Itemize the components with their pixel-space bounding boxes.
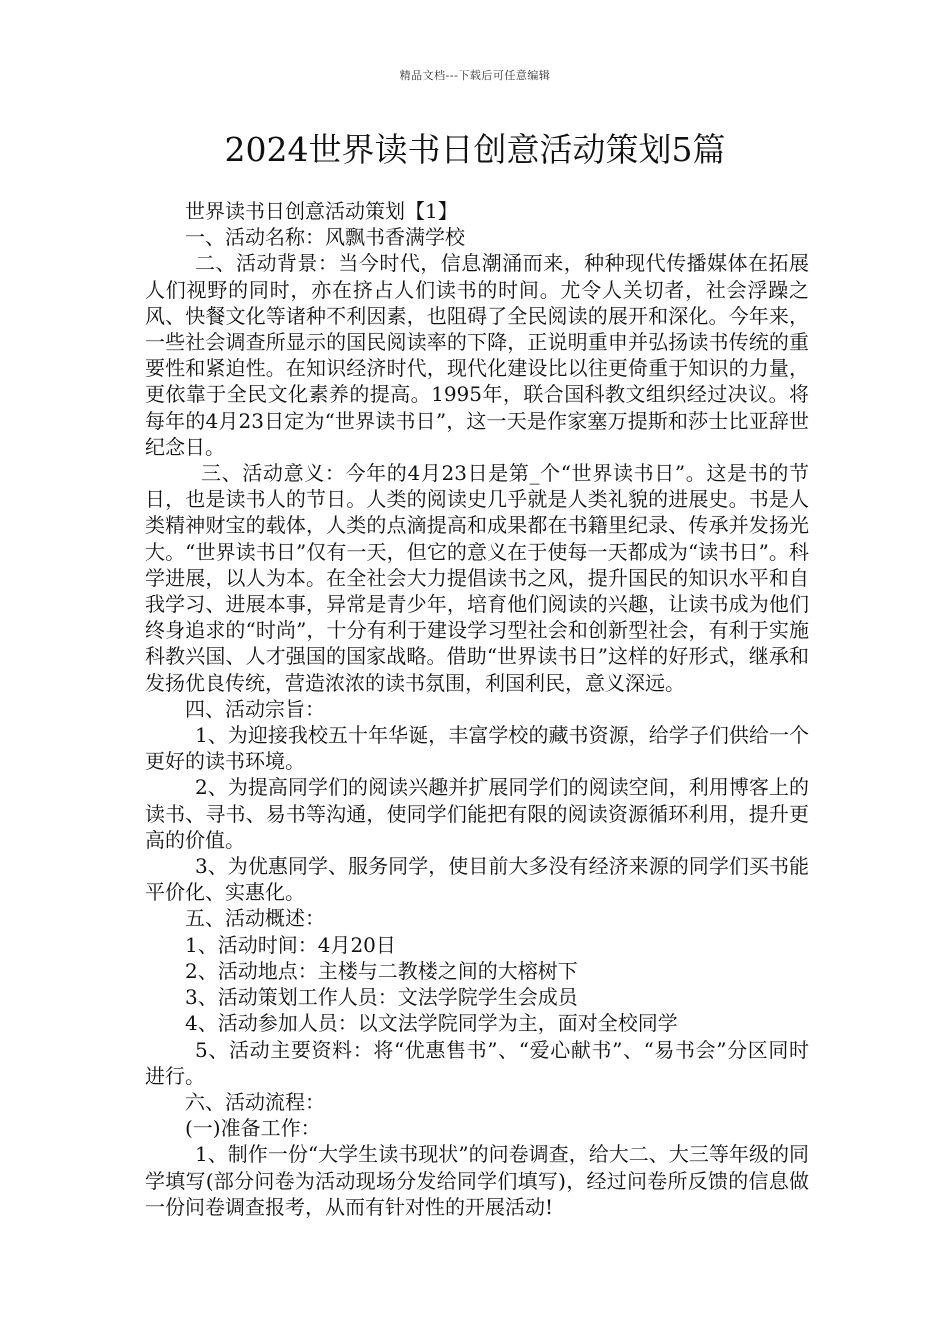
paragraph-overview-heading: 五、活动概述： (185, 906, 325, 931)
paragraph-overview-content: 5、活动主要资料：将“优惠售书”、“爱心献书”、“易书会”分区同时进行。 (145, 1037, 809, 1088)
document-title: 2024世界读书日创意活动策划5篇 (224, 130, 726, 169)
paragraph-purpose-1: 1、为迎接我校五十年华诞，丰富学校的藏书资源，给学子们供给一个更好的读书环境。 (145, 723, 809, 774)
header-note: 精品文档---下载后可任意编辑 (399, 69, 551, 82)
paragraph-overview-staff: 3、活动策划工作人员：文法学院学生会成员 (185, 985, 578, 1010)
paragraph-significance: 三、活动意义：今年的4月23日是第_个“世界读书日”。这是书的节日，也是读书人的节日。人类的阅读史几乎就是人类礼貌的进展史。书是人类精神财宝的载体，人类的点滴提高和成果都在书籍里纪录、传承并发扬光大。“世界读书日”仅有一天，但它的意义在于使每一天都成为“读书日”。科学进展，以人为本。在全社会大力提倡读书之风，提升国民的知识水平和自我学习、进展本事，异常是青少年，培育他们阅读的兴趣，让读书成为他们终身追求的“时尚”，十分有利于建设学习型社会和创新型社会，有利于实施科教兴国、人才强国的国家战略。借助“世界读书日”这样的好形式，继承和发扬优良传统，营造浓浓的读书氛围，利国利民，意义深远。 (145, 461, 809, 695)
paragraph-overview-participants: 4、活动参加人员：以文法学院同学为主，面对全校同学 (185, 1011, 678, 1036)
paragraph-preparation-1: 1、制作一份“大学生读书现状”的问卷调查，给大二、大三等年级的同学填写(部分问卷为活动现场分发给同学们填写)，经过问卷所反馈的信息做一份问卷调查报考，从而有针对性的开展活动! (145, 1142, 809, 1219)
paragraph-background: 二、活动背景：当今时代，信息潮涌而来，种种现代传播媒体在拓展人们视野的同时，亦在挤占人们读书的时间。尤令人关切者，社会浮躁之风、快餐文化等诸种不利因素，也阻碍了全民阅读的展开和深化。今年来，一些社会调查所显示的国民阅读率的下降，正说明重申并弘扬读书传统的重要性和紧迫性。在知识经济时代，现代化建设比以往更倚重于知识的力量，更依靠于全民文化素养的提高。1995年，联合国科教文组织经过决议。将每年的4月23日定为“世界读书日”，这一天是作家塞万提斯和莎士比亚辞世纪念日。 (145, 251, 809, 459)
paragraph-overview-time: 1、活动时间：4月20日 (185, 932, 396, 957)
paragraph-activity-name: 一、活动名称：风飘书香满学校 (185, 225, 465, 250)
paragraph-purpose-heading: 四、活动宗旨： (185, 696, 325, 721)
paragraph-purpose-3: 3、为优惠同学、服务同学，使目前大多没有经济来源的同学们买书能平价化、实惠化。 (145, 854, 809, 905)
paragraph-process-heading: 六、活动流程： (185, 1089, 325, 1114)
document-body (145, 198, 809, 1220)
section-subtitle: 世界读书日创意活动策划【1】 (185, 199, 458, 223)
paragraph-purpose-2: 2、为提高同学们的阅读兴趣并扩展同学们的阅读空间，利用博客上的读书、寻书、易书等沟通，使同学们能把有限的阅读资源循环利用，提升更高的价值。 (145, 775, 809, 852)
paragraph-overview-location: 2、活动地点：主楼与二教楼之间的大榕树下 (185, 958, 578, 983)
paragraph-preparation-heading: (一)准备工作： (185, 1116, 321, 1141)
